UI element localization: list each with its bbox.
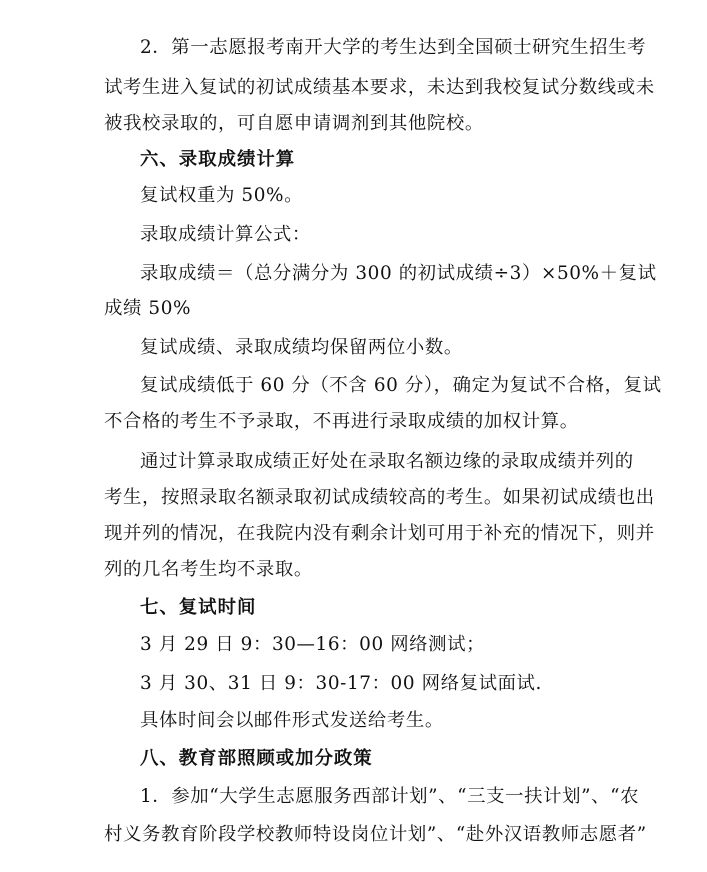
paragraph-line: 被我校录取的，可自愿申请调剂到其他院校。 [104,113,484,134]
paragraph-line: 现并列的情况，在我院内没有剩余计划可用于补充的情况下，则并 [104,523,655,544]
paragraph-line: 试考生进入复试的初试成绩基本要求，未达到我校复试分数线或未 [104,77,655,98]
paragraph-line: 通过计算录取成绩正好处在录取名额边缘的录取成绩并列的 [140,451,634,472]
paragraph-line: 列的几名考生均不录取。 [104,559,313,580]
paragraph-line: 录取成绩计算公式： [140,224,311,245]
paragraph-line: 1．参加“大学生志愿服务西部计划”、“三支一扶计划”、“农 [140,786,640,807]
paragraph-line: 复试成绩低于 60 分（不含 60 分），确定为复试不合格，复试 [140,375,662,396]
formula-line: 录取成绩＝（总分满分为 300 的初试成绩÷3）×50%＋复试 [140,263,657,284]
section-heading: 七、复试时间 [140,597,257,618]
schedule-line: 3 月 29 日 9：30—16：00 网络测试； [140,634,486,655]
section-heading: 八、教育部照顾或加分政策 [140,748,373,769]
paragraph-line: 复试成绩、录取成绩均保留两位小数。 [140,337,463,358]
formula-line: 成绩 50% [104,298,192,319]
schedule-line: 3 月 30、31 日 9：30-17：00 网络复试面试. [140,673,542,694]
paragraph-line: 复试权重为 50%。 [140,185,304,206]
section-heading: 六、录取成绩计算 [140,149,296,170]
paragraph-line: 不合格的考生不予录取，不再进行录取成绩的加权计算。 [104,411,579,432]
paragraph-line: 考生，按照录取名额录取初试成绩较高的考生。如果初试成绩也出 [104,487,655,508]
paragraph-line: 村义务教育阶段学校教师特设岗位计划”、“赴外汉语教师志愿者” [104,824,647,845]
paragraph-line: 2．第一志愿报考南开大学的考生达到全国硕士研究生招生考 [140,37,647,58]
paragraph-line: 具体时间会以邮件形式发送给考生。 [140,710,444,731]
